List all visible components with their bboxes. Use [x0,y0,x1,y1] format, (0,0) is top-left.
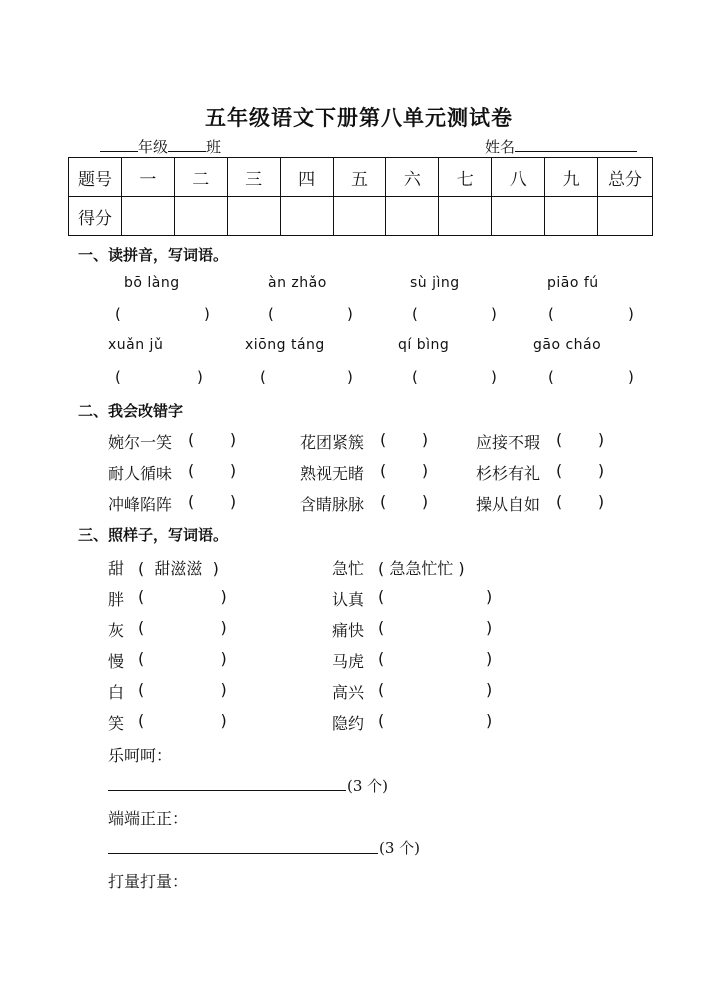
score-cell[interactable] [333,197,386,236]
answer-blank[interactable]: ( ) [138,711,227,730]
answer-blank[interactable]: ( 急急忙忙 ) [378,559,465,578]
score-cell[interactable] [280,197,333,236]
answer-blank[interactable]: ( [115,368,121,386]
score-table-header-row [69,158,653,197]
base-word: 胖 [108,590,125,609]
base-word: 慢 [108,652,125,671]
example-answer: 甜滋滋 [154,559,203,578]
answer-blank[interactable]: ( ) [188,430,237,449]
base-word: 认真 [332,590,365,609]
error-word: 花团紧簇 [300,433,365,452]
answer-blank[interactable]: ) [197,368,203,386]
prompt-daliangdaliang: 打量打量： [108,872,189,891]
base-word: 甜 [108,559,125,578]
page-title: 五年级语文下册第八单元测试卷 [205,105,513,130]
answer-blank[interactable]: ( 甜滋滋 ) [138,559,219,578]
score-table-score-row [69,197,653,236]
score-cell[interactable] [227,197,280,236]
score-cell[interactable] [121,197,174,236]
answer-blank[interactable]: ) [628,305,634,323]
pinyin-item: xiōng táng [245,337,325,353]
name-line [485,136,637,157]
answer-blank[interactable]: ( ) [188,461,237,480]
error-word: 应接不瑕 [476,433,541,452]
answer-blank[interactable]: ( ) [380,492,429,511]
name-blank[interactable] [515,137,637,152]
base-word: 灰 [108,621,125,640]
answer-blank[interactable]: ( ) [378,711,493,730]
score-row-label: 得分 [69,197,122,236]
answer-blank[interactable]: ) [347,305,353,323]
pinyin-item: gāo cháo [533,337,602,353]
pinyin-item: àn zhǎo [268,275,327,291]
grade-label: 年级 [138,138,169,156]
score-header-cell: 六 [386,158,439,197]
answer-blank[interactable]: ( [268,305,274,323]
count-note: (3 个) [379,839,421,857]
base-word: 急忙 [332,559,365,578]
answer-blank[interactable]: ( ) [378,587,493,606]
score-header-cell: 四 [280,158,333,197]
score-cell[interactable] [174,197,227,236]
answer-blank[interactable]: ) [347,368,353,386]
class-label: 班 [206,138,222,156]
pinyin-item: qí bìng [398,337,450,353]
score-cell[interactable] [598,197,653,236]
answer-blank[interactable]: ( ) [138,618,227,637]
answer-blank[interactable]: ( [115,305,121,323]
score-header-cell: 题号 [69,158,122,197]
answer-blank[interactable]: ) [204,305,210,323]
score-cell[interactable] [439,197,492,236]
section2-title: 二、我会改错字 [78,402,184,420]
score-header-cell: 总分 [598,158,653,197]
section3-title: 三、照样子，写词语。 [78,526,229,544]
answer-blank[interactable]: ( [260,368,266,386]
score-cell[interactable] [545,197,598,236]
score-table [68,157,653,236]
answer-blank[interactable]: ( ) [556,461,605,480]
base-word: 痛快 [332,621,365,640]
pinyin-item: bō làng [124,275,180,291]
base-word: 隐约 [332,714,365,733]
answer-blank[interactable]: ( ) [188,492,237,511]
grade-blank[interactable] [100,137,138,152]
pinyin-item: sù jìng [410,275,460,291]
error-word: 熟视无睹 [300,464,365,483]
count-note: (3 个) [347,777,389,795]
prompt-lehehe: 乐呵呵： [108,746,173,765]
score-cell[interactable] [386,197,439,236]
score-header-cell: 九 [545,158,598,197]
answer-line[interactable] [108,790,346,791]
pinyin-item: xuǎn jǔ [108,337,164,353]
score-cell[interactable] [492,197,545,236]
answer-blank[interactable]: ( ) [378,618,493,637]
score-header-cell: 五 [333,158,386,197]
answer-blank[interactable]: ( ) [378,680,493,699]
base-word: 笑 [108,714,125,733]
answer-blank[interactable]: ( ) [138,587,227,606]
score-header-cell: 二 [174,158,227,197]
answer-blank[interactable]: ( [412,305,418,323]
section1-title: 一、读拼音，写词语。 [78,246,229,264]
error-word: 杉杉有礼 [476,464,541,483]
score-header-cell: 三 [227,158,280,197]
answer-blank[interactable]: ) [491,368,497,386]
name-label: 姓名 [485,138,516,156]
answer-blank[interactable]: ( ) [138,649,227,668]
answer-blank[interactable]: ( ) [138,680,227,699]
example-answer: 急急忙忙 [389,559,454,578]
error-word: 含睛脉脉 [300,495,365,514]
score-header-cell: 一 [121,158,174,197]
answer-blank[interactable]: ) [628,368,634,386]
error-word: 操从自如 [476,495,541,514]
base-word: 白 [108,683,125,702]
answer-blank[interactable]: ( [412,368,418,386]
answer-blank[interactable]: ( ) [556,430,605,449]
answer-blank[interactable]: ( ) [378,649,493,668]
grade-class-line [100,136,221,157]
answer-line[interactable] [108,853,378,854]
prompt-duanduanzhengzheng: 端端正正： [108,809,189,828]
base-word: 马虎 [332,652,365,671]
answer-blank[interactable]: ) [491,305,497,323]
answer-blank[interactable]: ( [548,305,554,323]
score-header-cell: 八 [492,158,545,197]
base-word: 高兴 [332,683,365,702]
class-blank[interactable] [168,137,206,152]
error-word: 婉尔一笑 [108,433,173,452]
error-word: 耐人循味 [108,464,173,483]
answer-blank[interactable]: ( ) [556,492,605,511]
answer-blank[interactable]: ( ) [380,461,429,480]
pinyin-item: piāo fú [547,275,599,291]
error-word: 冲峰陷阵 [108,495,173,514]
answer-blank[interactable]: ( [548,368,554,386]
answer-blank[interactable]: ( ) [380,430,429,449]
score-header-cell: 七 [439,158,492,197]
